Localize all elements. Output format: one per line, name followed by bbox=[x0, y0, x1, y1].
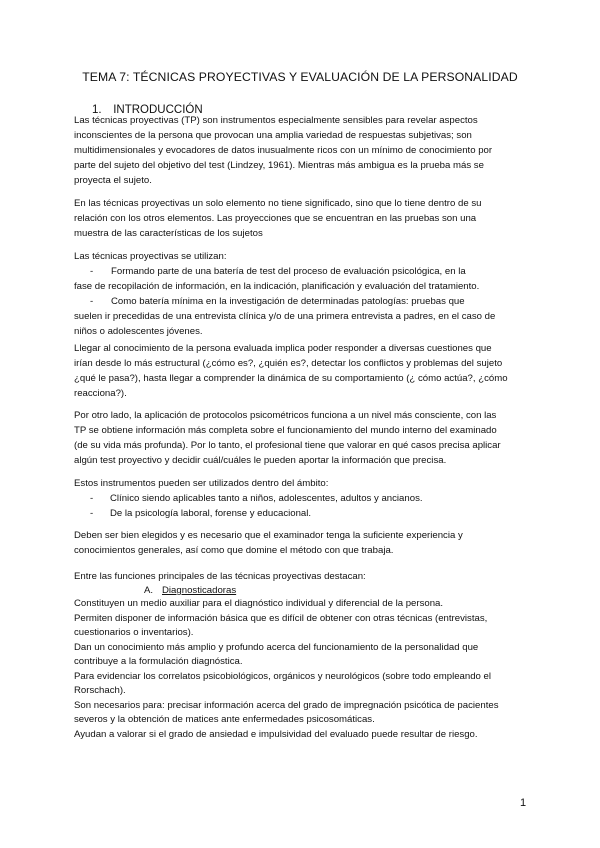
paragraph-3 bbox=[74, 249, 526, 339]
list-intro: Estos instrumentos pueden ser utilizados dentro del ámbito: bbox=[74, 478, 329, 489]
text-line: Las técnicas proyectivas (TP) son instrumentos especialmente sensibles para revelar aspectos bbox=[74, 115, 478, 126]
paragraph-1 bbox=[74, 113, 526, 188]
text-line: Constituyen un medio auxiliar para el diagnóstico individual y diferencial de la persona. bbox=[74, 598, 444, 609]
text-line: parte del sujeto del objetivo del test (Lindzey, 1961). Mientras más ambigua es la prueba más se bbox=[74, 160, 484, 171]
text-line: fase de recopilación de información, en la indicación, planificación y evaluación del tratamiento. bbox=[74, 281, 480, 292]
paragraph-2 bbox=[74, 196, 526, 241]
list-item: - Formando parte de una batería de test del proceso de evaluación psicológica, en la bbox=[90, 266, 466, 277]
paragraph-5 bbox=[74, 408, 526, 468]
text-line: contribuye a la formulación diagnóstica. bbox=[74, 656, 243, 667]
text-line: Para evidenciar los correlatos psicobiológicos, orgánicos y neurológicos (sobre todo empleando el bbox=[74, 670, 492, 682]
list-intro: Las técnicas proyectivas se utilizan: bbox=[74, 251, 227, 262]
list-item: - De la psicología laboral, forense y educacional. bbox=[90, 508, 312, 519]
text-line: inconscientes de la persona que provocan una amplia variedad de respuestas subjetivas; son bbox=[74, 130, 472, 141]
text-line: Rorschach). bbox=[74, 685, 126, 696]
text-line: Permiten disponer de información básica que es difícil de obtener con otras técnicas (entrevistas, bbox=[74, 612, 488, 624]
paragraph-4 bbox=[74, 341, 526, 401]
text-line: Ayudan a valorar si el grado de ansiedad e impulsividad del evaluado puede resultar de riesgo. bbox=[74, 728, 478, 740]
text-line: Deben ser bien elegidos y es necesario que el examinador tenga la suficiente experiencia y bbox=[74, 530, 463, 541]
text-line: conocimientos generales, así como que domine el método con que trabaja. bbox=[74, 545, 394, 556]
section-label: INTRODUCCIÓN bbox=[113, 104, 203, 116]
text-line: En las técnicas proyectivas un solo elemento no tiene significado, sino que lo tiene dentro de su bbox=[74, 198, 482, 209]
text-line: ¿qué le pasa?), hasta llegar a comprender la dinámica de su comportamiento (¿ cómo actúa?, ¿cómo bbox=[74, 373, 508, 384]
text-line: proyecta el sujeto. bbox=[74, 175, 152, 186]
document-title: TEMA 7: TÉCNICAS PROYECTIVAS Y EVALUACIÓN DE LA PERSONALIDAD bbox=[82, 70, 518, 84]
text-line: severos y la obtención de matices ante enfermedades psicosomáticas. bbox=[74, 714, 375, 725]
text-line: Llegar al conocimiento de la persona evaluada implica poder responder a diversas cuestiones que bbox=[74, 343, 492, 354]
text-line: irían desde lo más estructural (¿cómo es?, ¿quién es?, detectar los conflictos y problemas del sujeto bbox=[74, 358, 503, 369]
text-line: reacciona?). bbox=[74, 388, 127, 399]
list-item: - Clínico siendo aplicables tanto a niños, adolescentes, adultos y ancianos. bbox=[90, 493, 423, 504]
text-line: multidimensionales y evocadores de datos inusualmente ricos con un mínimo de conocimiento por bbox=[74, 145, 493, 156]
text-line: suelen ir precedidas de una entrevista clínica y/o de una primera entrevista a padres, en el caso de bbox=[74, 311, 496, 322]
text-line: algún test proyectivo y decidir cuál/cuáles le pueden aportar la información que precisa. bbox=[74, 455, 447, 466]
paragraph-8-intro bbox=[74, 569, 526, 597]
text-line: Son necesarios para: precisar información acerca del grado de impregnación psicótica de pacientes bbox=[74, 699, 499, 711]
text-line: muestra de las características de los sujetos bbox=[74, 228, 263, 239]
text-line: relación con los otros elementos. Las proyecciones que se encuentran en las pruebas son una bbox=[74, 213, 477, 224]
list-intro: Entre las funciones principales de las técnicas proyectivas destacan: bbox=[74, 571, 366, 582]
text-line: (de su vida más profunda). Por lo tanto, el profesional tiene que valorar en qué casos precisa aplicar bbox=[74, 440, 501, 451]
text-line: Por otro lado, la aplicación de protocolos psicométricos funciona a un nivel más consciente, con las bbox=[74, 410, 497, 421]
paragraph-6 bbox=[74, 476, 526, 521]
text-line: Dan un conocimiento más amplio y profundo acerca del funcionamiento de la personalidad que bbox=[74, 641, 479, 653]
subsection-heading: A. Diagnosticadoras bbox=[144, 585, 237, 596]
text-line: cuestionarios o inventarios). bbox=[74, 627, 194, 638]
diagnostic-functions bbox=[74, 597, 534, 742]
page-number: 1 bbox=[520, 797, 527, 809]
section-number: 1. bbox=[92, 104, 102, 116]
list-item: - Como batería mínima en la investigación de determinadas patologías: pruebas que bbox=[90, 296, 465, 307]
text-line: TP se obtiene información más completa sobre el funcionamiento del mundo interno del examinado bbox=[74, 425, 497, 436]
paragraph-7 bbox=[74, 528, 526, 558]
text-line: niños o adolescentes jóvenes. bbox=[74, 326, 203, 337]
